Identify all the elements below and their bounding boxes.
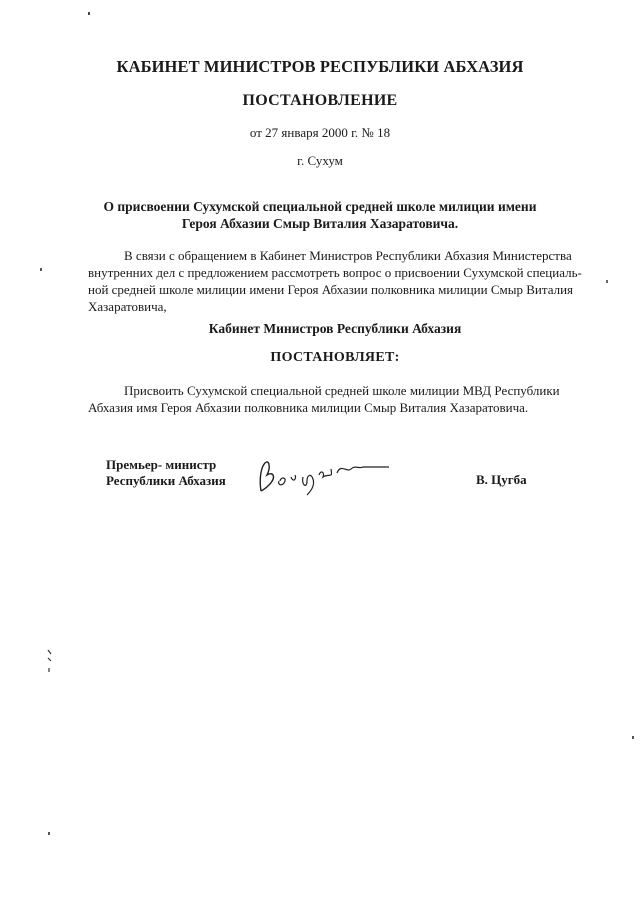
signatory-title: [106, 457, 226, 489]
scan-speck: [40, 268, 44, 274]
resolves-heading: ПОСТАНОВЛЯЕТ:: [270, 350, 400, 365]
document-title: ПОСТАНОВЛЕНИЕ: [242, 92, 398, 109]
document-dateline: от 27 января 2000 г. № 18: [249, 125, 391, 140]
subject-line-2: Героя Абхазии Смыр Виталия Хазаратовича.: [181, 216, 459, 231]
resolution-line-2: Абхазия имя Героя Абхазии полковника милиции Смыр Виталия Хазаратовича.: [88, 400, 529, 415]
handwritten-signature: [255, 455, 395, 499]
scan-speck: [88, 12, 92, 18]
subject-line-1: О присвоении Сухумской специальной средней школе милиции имени: [103, 199, 537, 214]
preamble-line-1: В связи с обращением в Кабинет Министров Республики Абхазия Министерства: [124, 248, 572, 263]
scan-speck: [606, 280, 610, 286]
cabinet-line: Кабинет Министров Республики Абхазия: [208, 321, 462, 336]
organization-heading: КАБИНЕТ МИНИСТРОВ РЕСПУБЛИКИ АБХАЗИЯ: [116, 57, 524, 76]
signatory-title-line-1: Премьер- министр: [106, 457, 217, 472]
preamble-paragraph: [88, 247, 594, 315]
document-city: г. Сухум: [297, 153, 343, 168]
document-subject: [0, 198, 640, 232]
preamble-line-3: ной средней школе милиции имени Героя Абхазии полковника милиции Смыр Виталия: [88, 282, 573, 297]
resolution-line-1: Присвоить Сухумской специальной средней школе милиции МВД Республики: [124, 383, 560, 398]
preamble-line-4: Хазаратовича,: [88, 299, 167, 314]
scan-speck: [632, 736, 636, 742]
signatory-name: В. Цугба: [476, 472, 527, 487]
scan-speck: [48, 832, 52, 838]
signatory-title-line-2: Республики Абхазия: [106, 473, 226, 488]
resolution-paragraph: [88, 382, 594, 416]
preamble-line-2: внутренних дел с предложением рассмотреть вопрос о присвоении Сухумской специаль-: [88, 265, 582, 280]
scan-mark: [46, 648, 54, 676]
